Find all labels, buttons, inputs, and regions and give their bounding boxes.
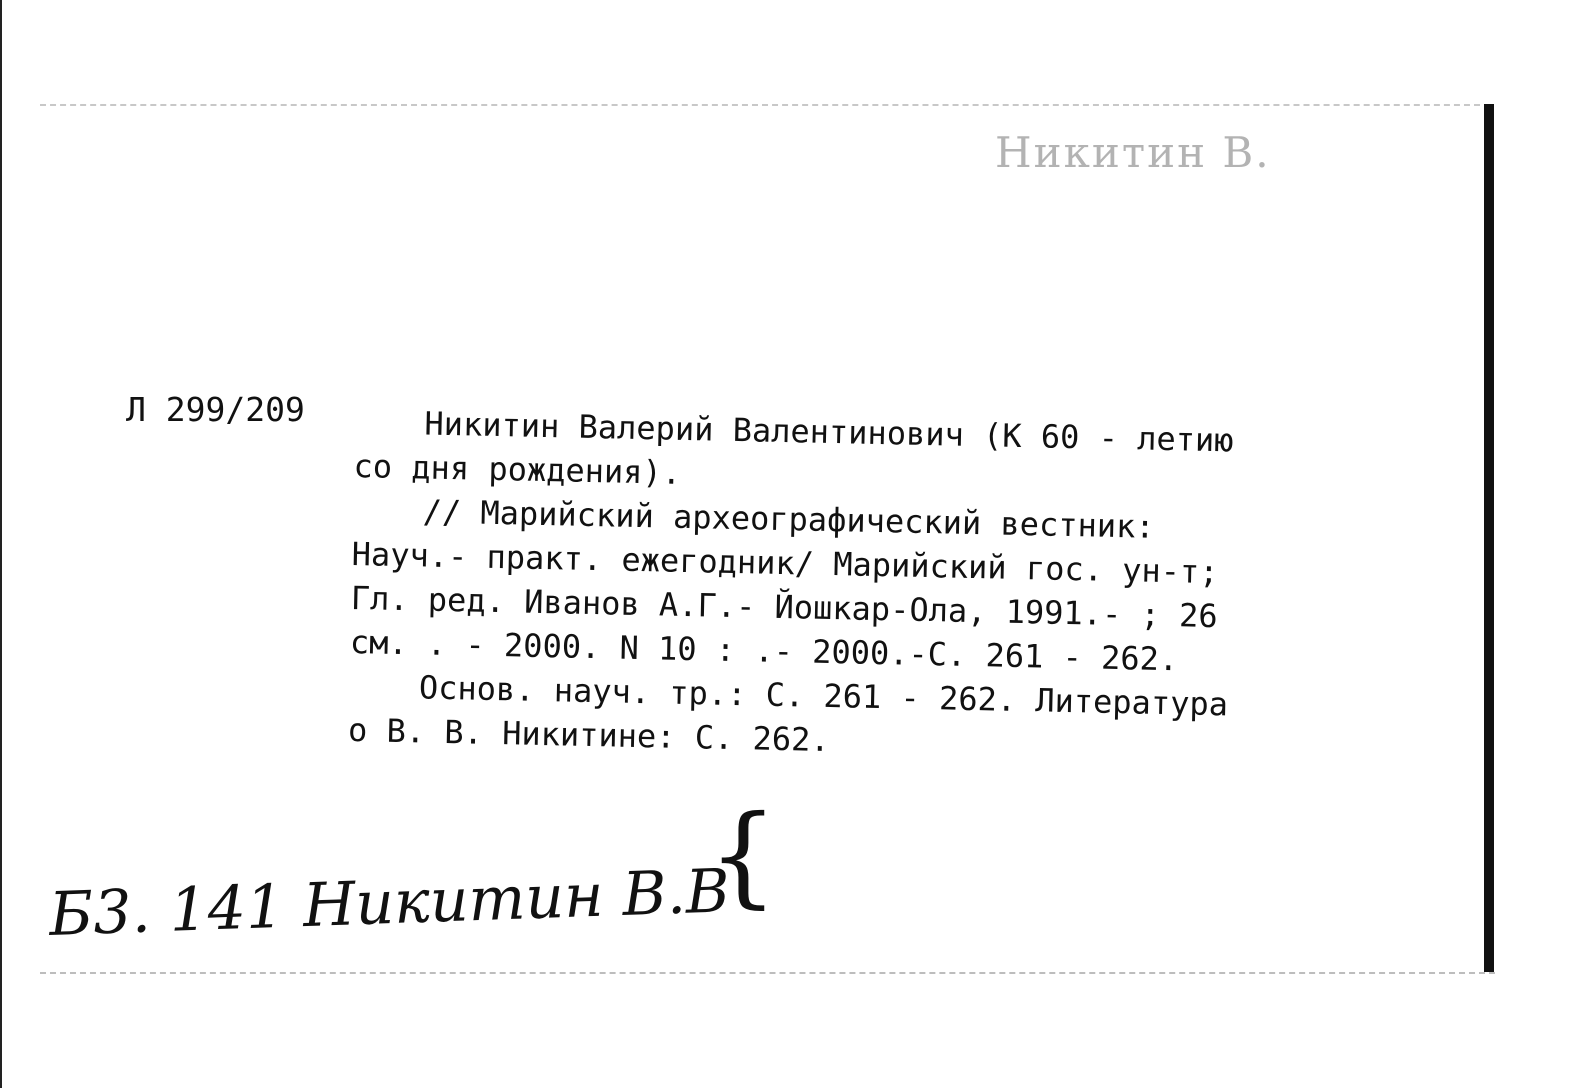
shelf-mark: Л 299/209 [126, 390, 305, 429]
faded-stamp: Никитин В. [995, 128, 1271, 177]
handwritten-catalog-note: Б3. 141 Никитин В.В [48, 856, 731, 950]
entry-heading-line-1: Никитин Валерий Валентинович (К 60 - летию [424, 404, 1234, 460]
entry-note-line-1: Основ. науч. тр.: С. 261 - 262. Литература [418, 668, 1229, 724]
card-top-edge [40, 104, 1480, 106]
card-right-edge [1484, 104, 1494, 972]
entry-note-line-2: о В. В. Никитине: С. 262. [347, 710, 831, 760]
card-bottom-edge [40, 972, 1495, 974]
page-left-border [0, 0, 2, 1088]
entry-source-line-1: // Марийский археографический вестник: [422, 492, 1156, 546]
entry-source-line-2: Науч.- практ. ежегодник/ Марийский гос. ун-т; [351, 534, 1219, 592]
entry-heading-line-2: со дня рождения). [353, 446, 682, 492]
handwritten-brace: { [708, 791, 778, 919]
bibliographic-entry [348, 400, 1315, 772]
entry-source-line-4: см. . - 2000. N 10 : .- 2000.-С. 261 - 262. [349, 622, 1179, 679]
entry-source-line-3: Гл. ред. Иванов А.Г.- Йошкар-Ола, 1991.- ; 26 [350, 578, 1219, 636]
